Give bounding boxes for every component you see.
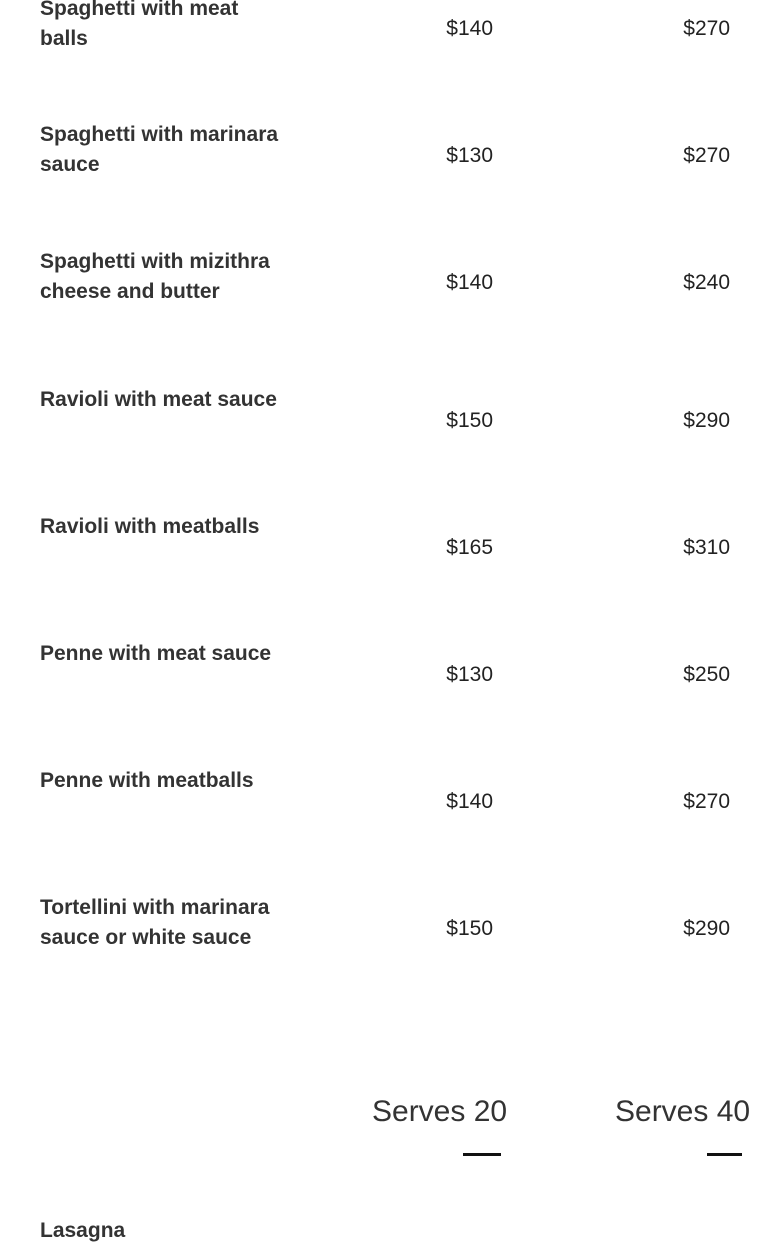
- price-serves-40: $270: [683, 17, 730, 40]
- price-serves-20: $130: [446, 663, 493, 686]
- price-serves-40: $270: [683, 144, 730, 167]
- item-name: Penne with meat sauce: [40, 642, 272, 665]
- price-serves-40: $310: [683, 536, 730, 559]
- serves-20-underline: [463, 1153, 501, 1156]
- item-name: Ravioli with meatballs: [40, 515, 260, 538]
- price-serves-20: $140: [446, 17, 493, 40]
- price-serves-40: $250: [683, 663, 730, 686]
- serves-40-underline: [707, 1153, 742, 1156]
- item-name: Spaghetti with meat balls: [40, 0, 239, 50]
- price-serves-40: $240: [683, 271, 730, 294]
- price-serves-20: $150: [446, 409, 493, 432]
- price-serves-40: $290: [683, 917, 730, 940]
- serves-40-heading: Serves 40: [615, 1095, 751, 1128]
- price-serves-20: $140: [446, 790, 493, 813]
- price-serves-20: $140: [446, 271, 493, 294]
- item-name: Tortellini with marinara sauce or white sauce: [40, 896, 270, 949]
- item-name: Penne with meatballs: [40, 769, 254, 792]
- price-serves-20: $150: [446, 917, 493, 940]
- price-serves-20: $130: [446, 144, 493, 167]
- price-serves-40: $290: [683, 409, 730, 432]
- item-name: Spaghetti with mizithra cheese and butter: [40, 250, 270, 303]
- item-name: Spaghetti with marinara sauce: [40, 123, 279, 176]
- item-name: Ravioli with meat sauce: [40, 388, 277, 411]
- price-serves-20: $165: [446, 536, 493, 559]
- price-serves-40: $270: [683, 790, 730, 813]
- item-name: Lasagna: [40, 1219, 126, 1242]
- serves-20-heading: Serves 20: [372, 1095, 508, 1128]
